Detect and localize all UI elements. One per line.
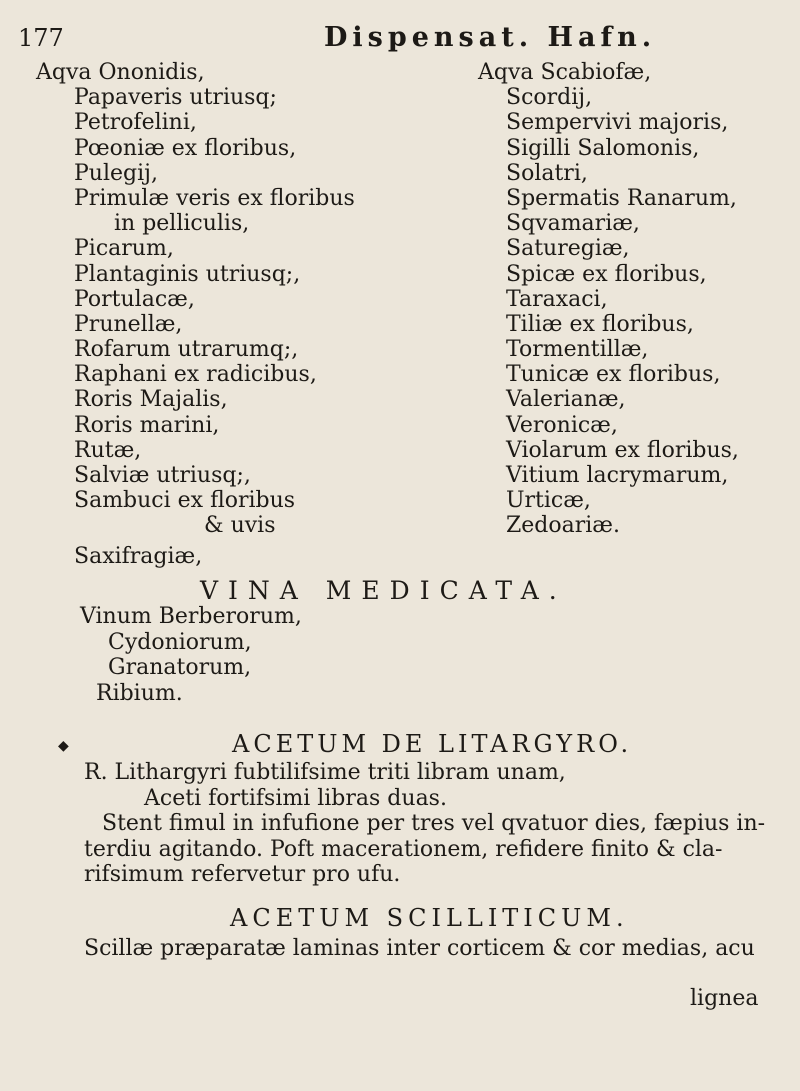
right-column [478, 60, 778, 539]
list-item: Solatri, [506, 160, 588, 186]
list-item: Saxifragiæ, [74, 543, 203, 569]
list-item: Violarum ex floribus, [506, 437, 739, 463]
section-heading-acetum-litargyro: ACETUM DE LITARGYRO. [232, 730, 633, 758]
list-item: Petrofelini, [74, 110, 197, 136]
vina-list [80, 604, 302, 706]
list-item: Salviæ utriusq;, [74, 463, 251, 488]
list-item: Zedoariæ. [506, 513, 620, 539]
list-item: Pœoniæ ex floribus, [74, 135, 297, 161]
marginal-mark-icon: ◆ [58, 738, 69, 754]
list-item: Prunellæ, [74, 311, 183, 337]
list-item: Sqvamariæ, [506, 211, 640, 237]
list-item: Portulacæ, [74, 286, 195, 312]
list-item: Sempervivi majoris, [506, 110, 729, 136]
list-item: Roris marini, [74, 412, 220, 438]
list-item: Raphani ex radicibus, [74, 362, 317, 388]
list-item: Pulegij, [74, 160, 158, 186]
list-item: Saturegiæ, [506, 236, 630, 262]
list-item: Tunicæ ex floribus, [506, 362, 721, 388]
text-line: Stent fimul in infufione per tres vel qvatuor dies, fæpius in- [102, 811, 766, 836]
list-item: Urticæ, [506, 488, 591, 514]
page-header [18, 18, 778, 60]
list-item: Granatorum, [108, 655, 252, 680]
list-item: in pelliculis, [114, 211, 250, 237]
list-item: Rofarum utrarumq;, [74, 337, 299, 363]
list-item: Aqva Ononidis, [36, 60, 205, 85]
recipe-acetum-scilliticum [84, 936, 774, 962]
list-item: Spermatis Ranarum, [506, 185, 737, 211]
text-line: Scillæ præparatæ laminas inter corticem & cor medias, acu [84, 936, 755, 961]
section-heading-vina-medicata: VINA MEDICATA. [200, 576, 567, 605]
list-item: Sambuci ex floribus [74, 488, 296, 514]
list-item: Sigilli Salomonis, [506, 135, 700, 161]
page-number: 177 [18, 24, 64, 52]
list-item: Roris Majalis, [74, 387, 228, 413]
text-line: R. Lithargyri fubtilifsime triti libram unam, [84, 760, 566, 785]
list-item: Picarum, [74, 236, 174, 262]
running-head: Dispensat. Hafn. [324, 22, 657, 53]
left-column [36, 60, 436, 569]
list-item: Veronicæ, [506, 412, 618, 438]
text-line: rifsimum refervetur pro ufu. [84, 862, 401, 887]
text-line: Aceti fortifsimi libras duas. [144, 785, 447, 811]
list-item: Cydoniorum, [108, 629, 252, 655]
list-item: Primulæ veris ex floribus [74, 185, 355, 211]
list-item: Rutæ, [74, 437, 142, 463]
section-heading-acetum-scilliticum: ACETUM SCILLITICUM. [230, 904, 629, 932]
list-item: Ribium. [96, 680, 183, 706]
list-item: Tormentillæ, [506, 337, 649, 363]
catchword: lignea [690, 986, 759, 1011]
list-item: Vinum Berberorum, [80, 604, 302, 629]
list-item: & uvis [204, 513, 276, 539]
list-item: Scordij, [506, 85, 593, 111]
recipe-acetum-litargyro [84, 760, 774, 888]
list-item: Plantaginis utriusq;, [74, 261, 301, 287]
list-item: Valerianæ, [506, 387, 626, 413]
list-item: Tiliæ ex floribus, [506, 311, 694, 337]
list-item: Vitium lacrymarum, [506, 463, 729, 488]
list-item: Aqva Scabiofæ, [478, 60, 652, 85]
list-item: Spicæ ex floribus, [506, 261, 707, 287]
list-item: Papaveris utriusq; [74, 85, 277, 111]
list-item: Taraxaci, [506, 286, 608, 312]
text-line: terdiu agitando. Poft macerationem, refidere finito & cla- [84, 836, 723, 862]
